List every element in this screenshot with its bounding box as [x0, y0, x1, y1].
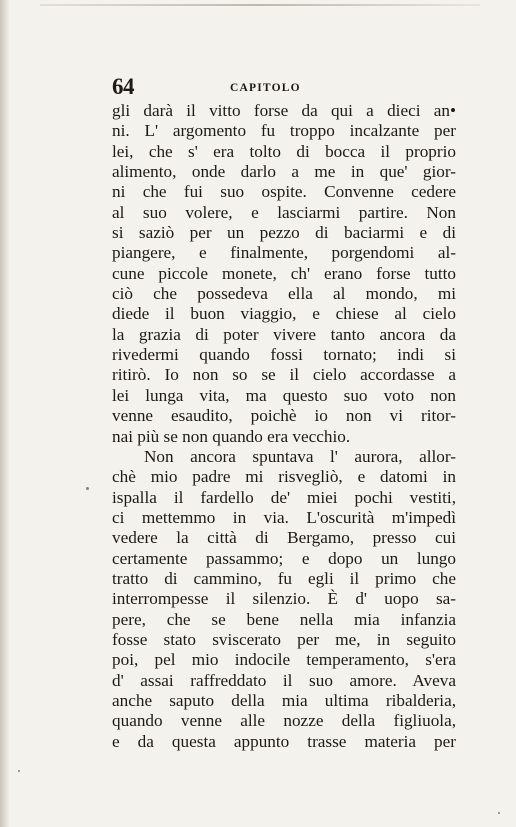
- text-line: ispalla il fardello de' miei pochi vestiti,: [112, 487, 456, 507]
- text-line: gli darà il vitto forse da qui a dieci an•: [112, 101, 456, 120]
- text-line: piangere, e finalmente, porgendomi al-: [112, 243, 456, 263]
- ink-speck: [18, 770, 20, 772]
- text-line: vedere la città di Bergamo, presso cui: [112, 528, 456, 548]
- text-line: pere, che se bene nella mia infanzia: [112, 609, 456, 629]
- text-line: ritirò. Io non so se il cielo accordasse a: [112, 365, 456, 385]
- text-line: alimento, onde darlo a me in que' gior-: [112, 162, 456, 182]
- text-line: ni che fui suo ospite. Convenne cedere: [112, 182, 456, 202]
- text-line: anche saputo della mia ultima ribalderia,: [112, 690, 456, 710]
- text-line: si saziò per un pezzo di baciarmi e di: [112, 223, 456, 243]
- running-head: CAPITOLO: [230, 82, 301, 94]
- page-edge-shadow: [0, 0, 10, 827]
- text-line: rivedermi quando fossi tornato; indi si: [112, 345, 456, 365]
- text-line: d' assai raffreddato il suo amore. Aveva: [112, 670, 456, 690]
- text-line: lei, che s' era tolto di bocca il proprio: [112, 141, 456, 161]
- ink-speck: [498, 812, 500, 814]
- text-line: ni. L' argomento fu troppo incalzante per: [112, 121, 456, 141]
- paragraph-2: [112, 447, 456, 752]
- paragraph-1: [112, 101, 456, 447]
- text-line: nai più se non quando era vecchio.: [112, 426, 351, 446]
- top-edge-mark: [40, 4, 480, 6]
- text-line: interrompesse il silenzio. È d' uopo sa-: [112, 589, 456, 609]
- text-line: tratto di cammino, fu egli il primo che: [112, 568, 456, 588]
- body-text: [112, 101, 456, 752]
- text-line: venne esaudito, poichè io non vi ritor-: [112, 406, 456, 426]
- text-line: lei lunga vita, ma questo suo voto non: [112, 385, 456, 405]
- text-line: chè mio padre mi risvegliò, e datomi in: [112, 467, 456, 487]
- text-line: cune piccole monete, ch' erano forse tutto: [112, 263, 456, 283]
- text-line: certamente passammo; e dopo un lungo: [112, 548, 456, 568]
- page-header: [112, 74, 456, 102]
- text-line: al suo volere, e lasciarmi partire. Non: [112, 202, 456, 222]
- text-line: ciò che possedeva ella al mondo, mi: [112, 284, 456, 304]
- text-line: fosse stato sviscerato per me, in seguito: [112, 629, 456, 649]
- text-line: la grazia di poter vivere tanto ancora da: [112, 324, 456, 344]
- ink-speck: [86, 487, 89, 490]
- text-line: quando venne alle nozze della figliuola,: [112, 711, 456, 731]
- text-line: Non ancora spuntava l' aurora, allor-: [144, 446, 456, 466]
- text-line: ci mettemmo in via. L'oscurità m'impedì: [112, 507, 456, 527]
- text-line: diede il buon viaggio, e chiese al cielo: [112, 304, 456, 324]
- page-number: 64: [112, 74, 134, 99]
- text-line: e da questa appunto trasse materia per: [112, 731, 456, 751]
- text-line: poi, pel mio indocile temperamento, s'era: [112, 650, 456, 670]
